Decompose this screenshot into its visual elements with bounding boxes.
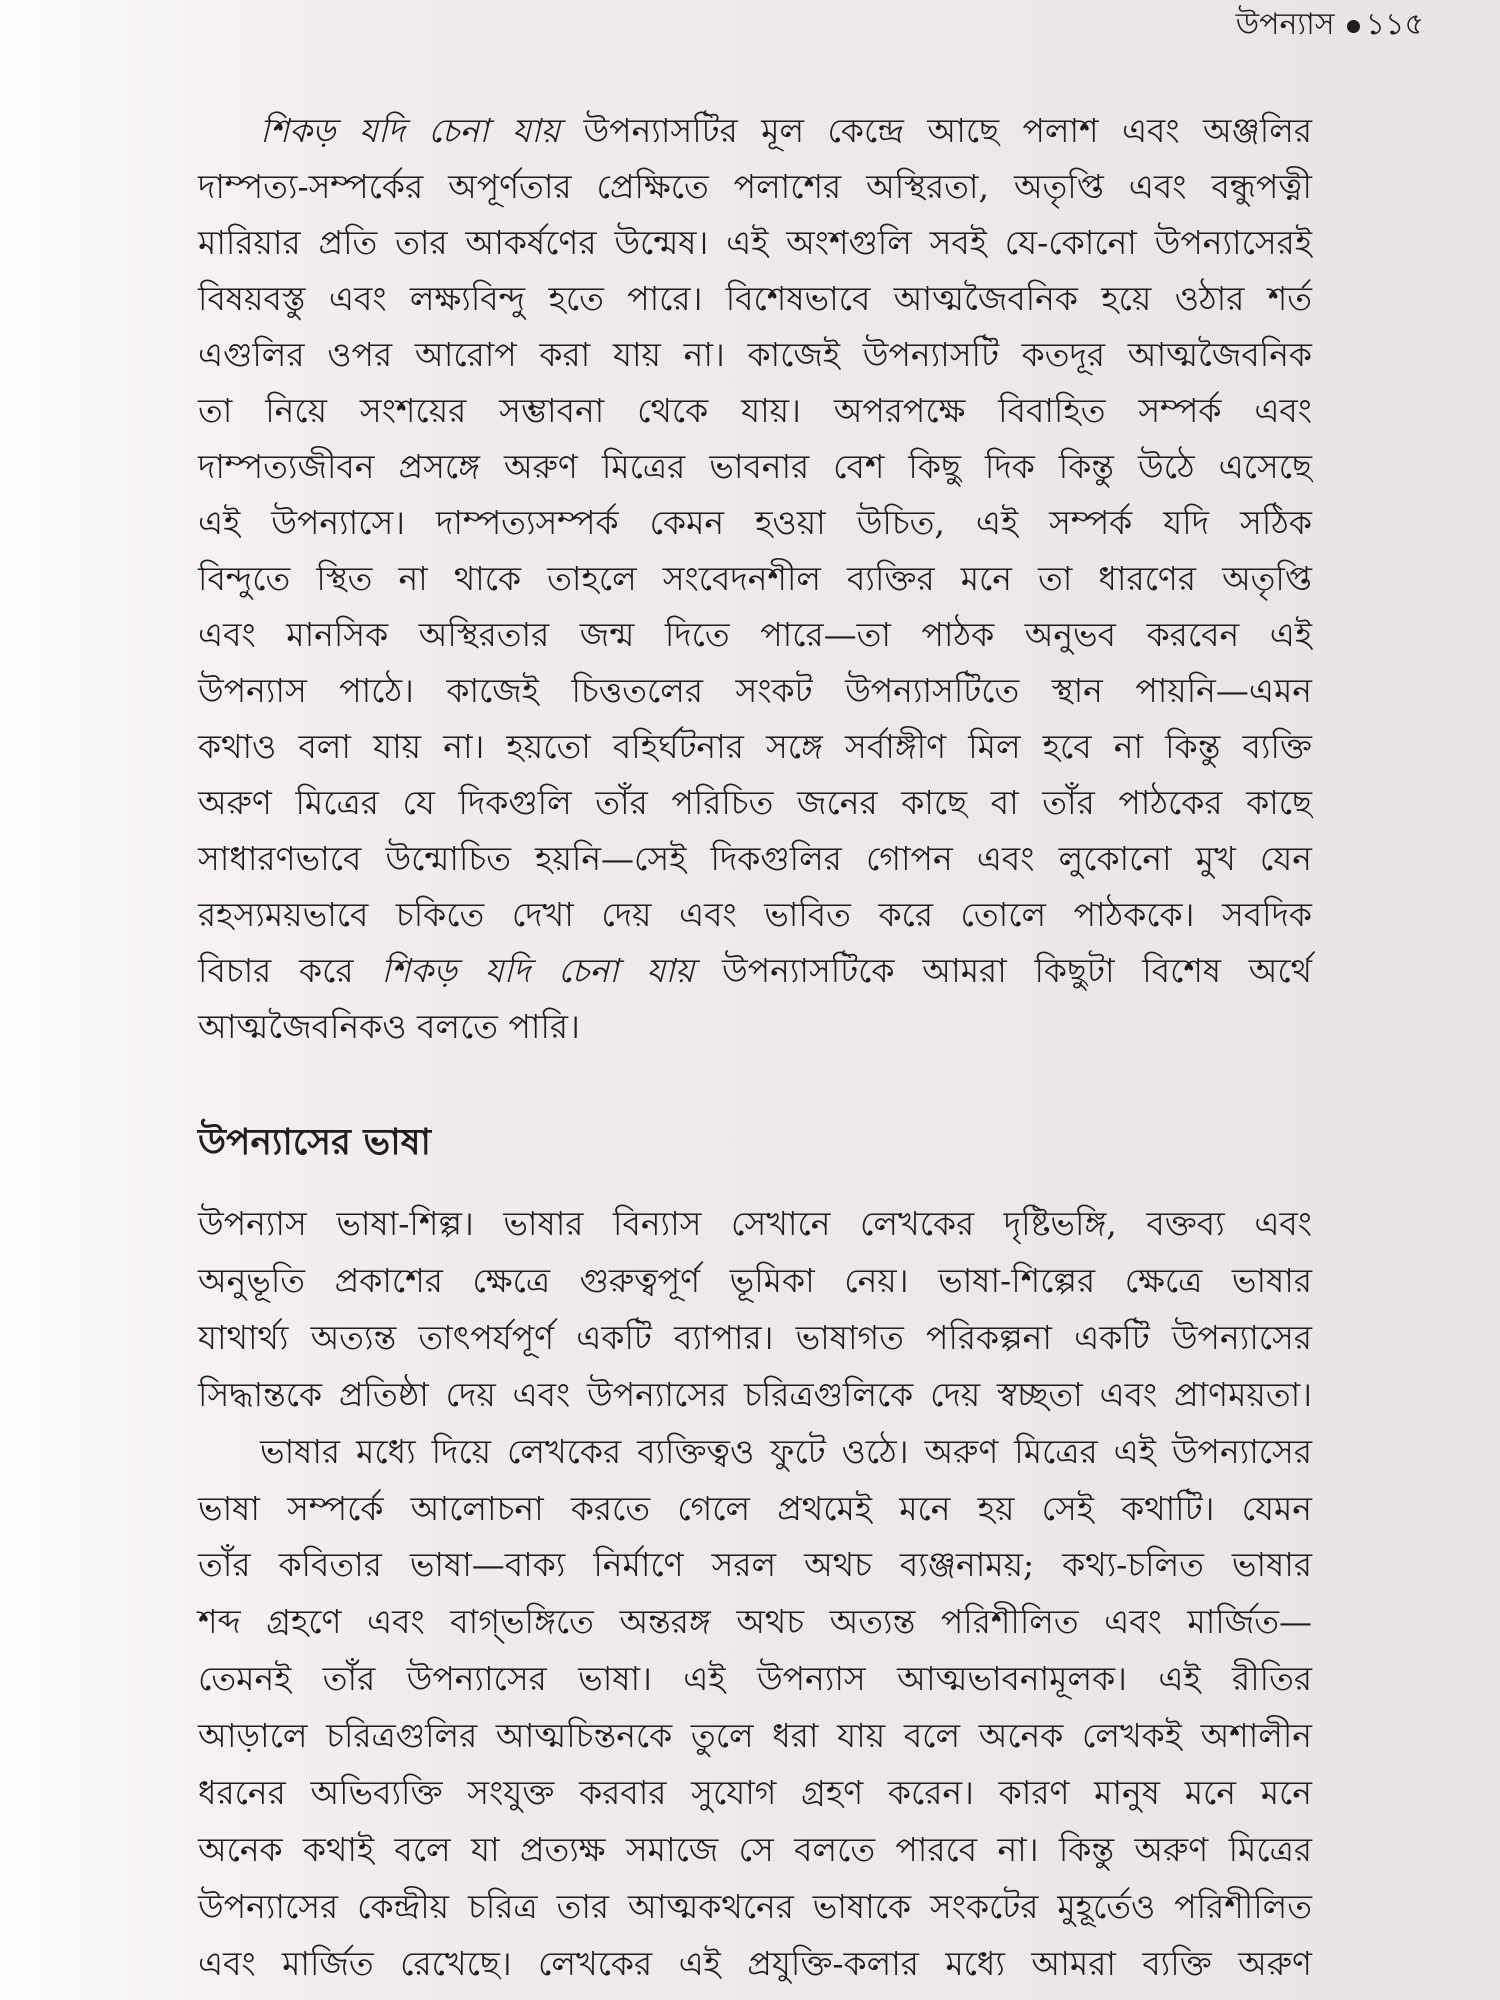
text-run: বিচার করে xyxy=(198,951,382,990)
text-line: বিন্দুতে স্থিত না থাকে তাহলে সংবেদনশীল ব্যক্তির মনে তা ধারণের অতৃপ্তি xyxy=(198,559,1312,598)
book-title: শিকড় যদি চেনা যায় xyxy=(381,951,695,990)
text-line: উপন্যাস ভাষা-শিল্প। ভাষার বিন্যাস সেখানে লেখকের দৃষ্টিভঙ্গি, বক্তব্য এবং xyxy=(198,1204,1312,1243)
text-run: উপন্যাসটিকে আমরা কিছুটা বিশেষ অর্থে xyxy=(694,951,1312,990)
text-line: মারিয়ার প্রতি তার আকর্ষণের উন্মেষ। এই অংশগুলি সবই যে-কোনো উপন্যাসেরই xyxy=(198,223,1312,262)
text-line xyxy=(198,943,1312,999)
text-line: যাথার্থ্য অত্যন্ত তাৎপর্যপূর্ণ একটি ব্যাপার। ভাষাগত পরিকল্পনা একটি উপন্যাসের xyxy=(198,1317,1312,1357)
book-title: শিকড় যদি চেনা যায় xyxy=(260,111,561,150)
text-line: এগুলির ওপর আরোপ করা যায় না। কাজেই উপন্যাসটি কতদূর আত্মজৈবনিক xyxy=(198,335,1312,374)
text-line: অনুভূতি প্রকাশের ক্ষেত্রে গুরুত্বপূর্ণ ভূমিকা নেয়। ভাষা-শিল্পের ক্ষেত্রে ভাষার xyxy=(198,1260,1312,1300)
text-line: রহস্যময়ভাবে চকিতে দেখা দেয় এবং ভাবিত করে তোলে পাঠককে। সবদিক xyxy=(198,895,1312,934)
paragraph-1 xyxy=(198,103,1312,1055)
bullet-icon xyxy=(1347,20,1360,33)
text-line: ভাষার মধ্যে দিয়ে লেখকের ব্যক্তিত্বও ফুটে ওঠে। অরুণ মিত্রের এই উপন্যাসের xyxy=(260,1431,1312,1471)
text-line: ধরনের অভিব্যক্তি সংযুক্ত করবার সুযোগ গ্রহণ করেন। কারণ মানুষ মনে মনে xyxy=(198,1773,1312,1813)
text-line: কথাও বলা যায় না। হয়তো বহির্ঘটনার সঙ্গে সর্বাঙ্গীণ মিল হবে না কিন্তু ব্যক্তি xyxy=(198,727,1312,766)
text-line: দাম্পত্যজীবন প্রসঙ্গে অরুণ মিত্রের ভাবনার বেশ কিছু দিক কিন্তু উঠে এসেছে xyxy=(198,447,1312,486)
text-line: বিষয়বস্তু এবং লক্ষ্যবিন্দু হতে পারে। বিশেষভাবে আত্মজৈবনিক হয়ে ওঠার শর্ত xyxy=(198,279,1312,318)
paragraph-2 xyxy=(198,1196,1312,1424)
text-line: উপন্যাসের কেন্দ্রীয় চরিত্র তার আত্মকথনের ভাষাকে সংকটের মুহূর্তেও পরিশীলিত xyxy=(198,1886,1312,1926)
text-line: তা নিয়ে সংশয়ের সম্ভাবনা থেকে যায়। অপরপক্ষে বিবাহিত সম্পর্ক এবং xyxy=(198,391,1312,430)
text-line: শব্দ গ্রহণে এবং বাগ্‌ভঙ্গিতে অন্তরঙ্গ অথচ অত্যন্ত পরিশীলিত এবং মার্জিত— xyxy=(198,1602,1312,1642)
text-line: ভাষা সম্পর্কে আলোচনা করতে গেলে প্রথমেই মনে হয় সেই কথাটি। যেমন xyxy=(198,1488,1312,1528)
text-line: সিদ্ধান্তকে প্রতিষ্ঠা দেয় এবং উপন্যাসের চরিত্রগুলিকে দেয় স্বচ্ছতা এবং প্রাণময়তা। xyxy=(198,1374,1312,1414)
text-line: অরুণ মিত্রের যে দিকগুলি তাঁর পরিচিত জনের কাছে বা তাঁর পাঠকের কাছে xyxy=(198,783,1312,822)
text-line: এবং মানসিক অস্থিরতার জন্ম দিতে পারে—তা পাঠক অনুভব করবেন এই xyxy=(198,615,1312,654)
text-line: এই উপন্যাসে। দাম্পত্যসম্পর্ক কেমন হওয়া উচিত, এই সম্পর্ক যদি সঠিক xyxy=(198,503,1312,542)
body-text-section xyxy=(198,1196,1312,1993)
section-heading: উপন্যাসের ভাষা xyxy=(198,1121,431,1163)
text-line: এবং মার্জিত রেখেছে। লেখকের এই প্রযুক্তি-কলার মধ্যে আমরা ব্যক্তি অরুণ xyxy=(198,1943,1312,1983)
text-line: উপন্যাস পাঠে। কাজেই চিত্ততলের সংকট উপন্যাসটিতে স্থান পায়নি—এমন xyxy=(198,671,1312,710)
text-run: উপন্যাসটির মূল কেন্দ্রে আছে পলাশ এবং অঞ্জলির xyxy=(560,111,1312,150)
page-number: ১১৫ xyxy=(1365,7,1424,42)
text-line: আত্মজৈবনিকও বলতে পারি। xyxy=(198,1007,580,1046)
running-header xyxy=(1236,4,1424,46)
paragraph-3 xyxy=(198,1424,1312,1993)
text-line xyxy=(198,103,1312,159)
running-title: উপন্যাস xyxy=(1235,7,1335,42)
text-line: সাধারণভাবে উন্মোচিত হয়নি—সেই দিকগুলির গোপন এবং লুকোনো মুখ যেন xyxy=(198,839,1312,878)
text-line: তাঁর কবিতার ভাষা—বাক্য নির্মাণে সরল অথচ ব্যঞ্জনাময়; কথ্য-চলিত ভাষার xyxy=(198,1545,1312,1585)
text-line: দাম্পত্য-সম্পর্কের অপূর্ণতার প্রেক্ষিতে পলাশের অস্থিরতা, অতৃপ্তি এবং বন্ধুপত্নী xyxy=(198,167,1312,206)
text-line: অনেক কথাই বলে যা প্রত্যক্ষ সমাজে সে বলতে পারবে না। কিন্তু অরুণ মিত্রের xyxy=(198,1829,1312,1869)
text-line: আড়ালে চরিত্রগুলির আত্মচিন্তনকে তুলে ধরা যায় বলে অনেক লেখকই অশালীন xyxy=(198,1716,1312,1756)
text-line: তেমনই তাঁর উপন্যাসের ভাষা। এই উপন্যাস আত্মভাবনামূলক। এই রীতির xyxy=(198,1659,1312,1699)
